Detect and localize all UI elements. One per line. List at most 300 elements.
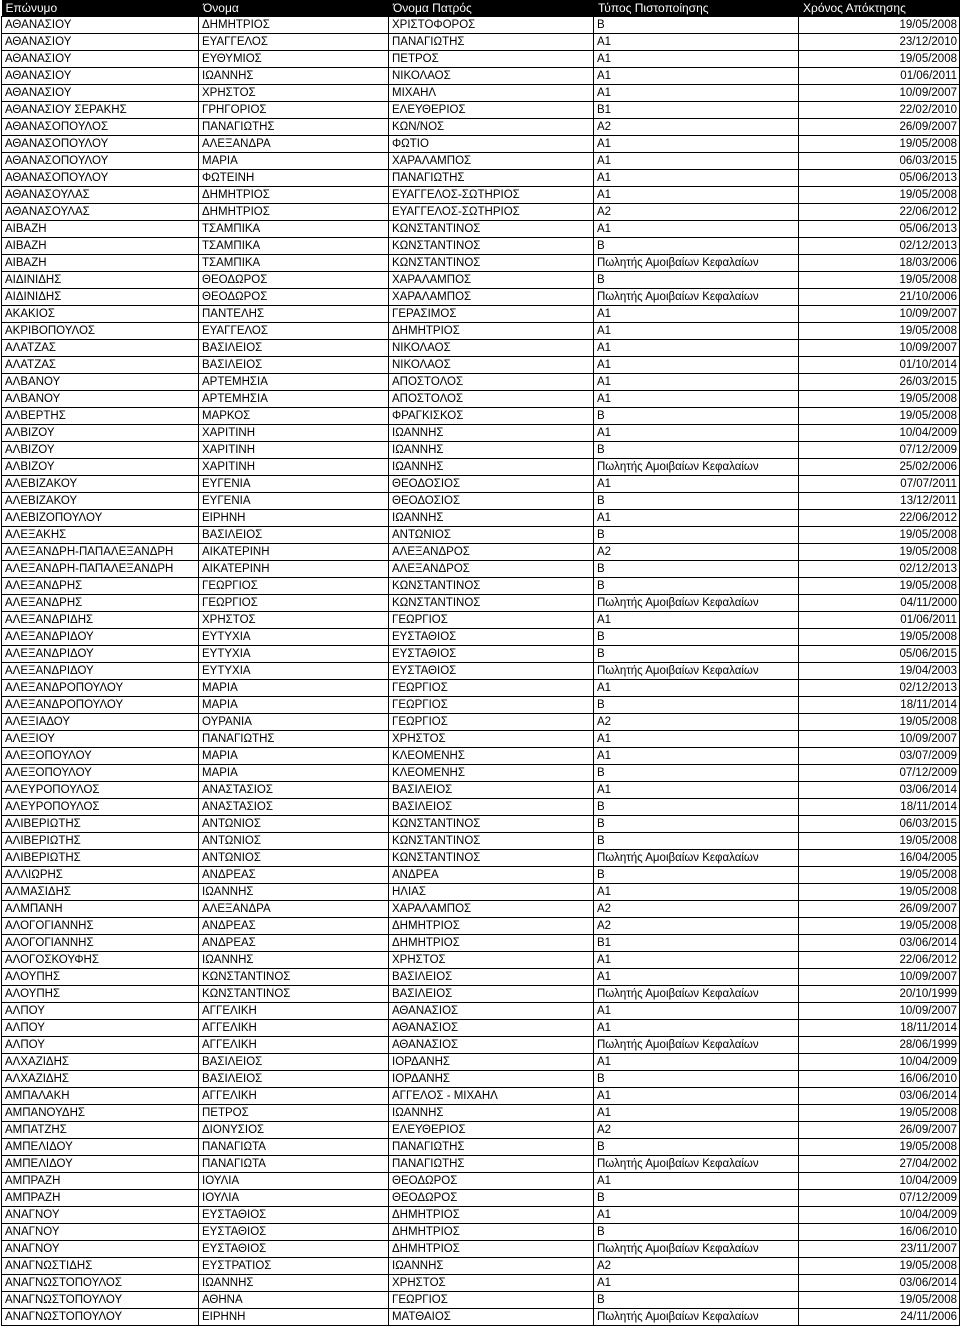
table-row <box>2 289 960 306</box>
header-row <box>2 0 960 17</box>
cell-father-name: ΠΕΤΡΟΣ <box>389 51 594 68</box>
cell-certification-type: Β <box>594 272 799 289</box>
cell-father-name: ΔΗΜΗΤΡΙΟΣ <box>389 1207 594 1224</box>
cell-certification-type: Β <box>594 799 799 816</box>
cell-surname: ΑΘΑΝΑΣΟΠΟΥΛΟΥ <box>2 170 199 187</box>
cell-first-name: ΕΥΓΕΝΙΑ <box>199 476 389 493</box>
cell-first-name: ΑΝΤΩΝΙΟΣ <box>199 833 389 850</box>
cell-surname: ΑΛΟΥΠΗΣ <box>2 969 199 986</box>
cell-first-name: ΙΩΑΝΝΗΣ <box>199 884 389 901</box>
column-header-surname: Επώνυμο <box>2 0 199 17</box>
cell-father-name: ΦΩΤΙΟ <box>389 136 594 153</box>
cell-certification-type: Πωλητής Αμοιβαίων Κεφαλαίων <box>594 289 799 306</box>
cell-certification-type: Πωλητής Αμοιβαίων Κεφαλαίων <box>594 255 799 272</box>
table-row <box>2 595 960 612</box>
cell-surname: ΑΚΡΙΒΟΠΟΥΛΟΣ <box>2 323 199 340</box>
table-row <box>2 833 960 850</box>
table-row <box>2 731 960 748</box>
cell-father-name: ΚΩΝΣΤΑΝΤΙΝΟΣ <box>389 255 594 272</box>
cell-acquisition-date: 23/11/2007 <box>799 1241 960 1258</box>
cell-acquisition-date: 19/05/2008 <box>799 884 960 901</box>
cell-certification-type: Α1 <box>594 391 799 408</box>
cell-father-name: ΙΩΑΝΝΗΣ <box>389 1105 594 1122</box>
cell-father-name: ΔΗΜΗΤΡΙΟΣ <box>389 1241 594 1258</box>
cell-father-name: ΧΡΗΣΤΟΣ <box>389 952 594 969</box>
table-row <box>2 34 960 51</box>
cell-father-name: ΘΕΟΔΩΡΟΣ <box>389 1190 594 1207</box>
cell-certification-type: Α1 <box>594 680 799 697</box>
cell-certification-type: Α1 <box>594 323 799 340</box>
cell-surname: ΑΜΠΕΛΙΔΟΥ <box>2 1139 199 1156</box>
cell-surname: ΑΛΧΑΖΙΔΗΣ <box>2 1071 199 1088</box>
cell-surname: ΑΝΑΓΝΟΥ <box>2 1241 199 1258</box>
cell-acquisition-date: 03/06/2014 <box>799 1275 960 1292</box>
cell-surname: ΑΛΕΞΙΟΥ <box>2 731 199 748</box>
cell-father-name: ΚΩΝΣΤΑΝΤΙΝΟΣ <box>389 816 594 833</box>
table-row <box>2 612 960 629</box>
cell-father-name: ΠΑΝΑΓΙΩΤΗΣ <box>389 1139 594 1156</box>
cell-certification-type: Α1 <box>594 510 799 527</box>
cell-acquisition-date: 10/04/2009 <box>799 1054 960 1071</box>
cell-first-name: ΜΑΡΙΑ <box>199 765 389 782</box>
cell-surname: ΑΛΕΞΑΝΔΡΗΣ <box>2 595 199 612</box>
cell-surname: ΑΜΠΑΝΟΥΔΗΣ <box>2 1105 199 1122</box>
cell-surname: ΑΝΑΓΝΩΣΤΟΠΟΥΛΟΥ <box>2 1292 199 1309</box>
cell-first-name: ΙΩΑΝΝΗΣ <box>199 68 389 85</box>
cell-first-name: ΙΟΥΛΙΑ <box>199 1190 389 1207</box>
cell-certification-type: Πωλητής Αμοιβαίων Κεφαλαίων <box>594 1156 799 1173</box>
cell-father-name: ΜΑΤΘΑΙΟΣ <box>389 1309 594 1326</box>
cell-father-name: ΒΑΣΙΛΕΙΟΣ <box>389 986 594 1003</box>
cell-father-name: ΓΕΩΡΓΙΟΣ <box>389 680 594 697</box>
cell-certification-type: Α1 <box>594 357 799 374</box>
cell-acquisition-date: 10/04/2009 <box>799 1207 960 1224</box>
cell-certification-type: Α1 <box>594 68 799 85</box>
cell-certification-type: Α1 <box>594 306 799 323</box>
cell-certification-type: Β <box>594 527 799 544</box>
cell-first-name: ΑΝΔΡΕΑΣ <box>199 867 389 884</box>
cell-certification-type: Β <box>594 408 799 425</box>
cell-father-name: ΔΗΜΗΤΡΙΟΣ <box>389 918 594 935</box>
cell-acquisition-date: 07/12/2009 <box>799 1190 960 1207</box>
cell-acquisition-date: 10/09/2007 <box>799 969 960 986</box>
column-header-acquisition-date: Χρόνος Απόκτησης <box>799 0 960 17</box>
cell-acquisition-date: 16/06/2010 <box>799 1071 960 1088</box>
cell-acquisition-date: 01/06/2011 <box>799 68 960 85</box>
cell-father-name: ΑΘΑΝΑΣΙΟΣ <box>389 1020 594 1037</box>
cell-first-name: ΓΡΗΓΟΡΙΟΣ <box>199 102 389 119</box>
table-row <box>2 1105 960 1122</box>
cell-surname: ΑΛΧΑΖΙΔΗΣ <box>2 1054 199 1071</box>
cell-certification-type: Α1 <box>594 1088 799 1105</box>
cell-father-name: ΝΙΚΟΛΑΟΣ <box>389 340 594 357</box>
cell-surname: ΑΘΑΝΑΣΙΟΥ <box>2 68 199 85</box>
cell-surname: ΑΛΟΓΟΣΚΟΥΦΗΣ <box>2 952 199 969</box>
cell-surname: ΑΘΑΝΑΣΟΥΛΑΣ <box>2 187 199 204</box>
cell-surname: ΑΛΕΞΟΠΟΥΛΟΥ <box>2 748 199 765</box>
table-row <box>2 527 960 544</box>
cell-surname: ΑΛΒΙΖΟΥ <box>2 442 199 459</box>
cell-surname: ΑΝΑΓΝΩΣΤΟΠΟΥΛΟΣ <box>2 1275 199 1292</box>
cell-surname: ΑΙΔΙΝΙΔΗΣ <box>2 272 199 289</box>
table-row <box>2 170 960 187</box>
cell-surname: ΑΜΠΑΛΑΚΗ <box>2 1088 199 1105</box>
cell-certification-type: Α1 <box>594 1054 799 1071</box>
cell-acquisition-date: 19/05/2008 <box>799 391 960 408</box>
table-row <box>2 1122 960 1139</box>
cell-acquisition-date: 23/12/2010 <box>799 34 960 51</box>
cell-father-name: ΙΟΡΔΑΝΗΣ <box>389 1054 594 1071</box>
cell-certification-type: Α1 <box>594 340 799 357</box>
cell-first-name: ΤΣΑΜΠΙΚΑ <box>199 221 389 238</box>
cell-first-name: ΑΝΔΡΕΑΣ <box>199 918 389 935</box>
table-row <box>2 17 960 34</box>
cell-certification-type: Α1 <box>594 374 799 391</box>
cell-surname: ΑΜΠΑΤΖΗΣ <box>2 1122 199 1139</box>
cell-first-name: ΑΝΑΣΤΑΣΙΟΣ <box>199 782 389 799</box>
cell-acquisition-date: 19/05/2008 <box>799 272 960 289</box>
cell-acquisition-date: 10/09/2007 <box>799 340 960 357</box>
cell-father-name: ΚΩΝ/ΝΟΣ <box>389 119 594 136</box>
cell-surname: ΑΝΑΓΝΟΥ <box>2 1207 199 1224</box>
cell-surname: ΑΛΕΞΑΝΔΡΗΣ <box>2 578 199 595</box>
cell-father-name: ΠΑΝΑΓΙΩΤΗΣ <box>389 1156 594 1173</box>
cell-certification-type: Α2 <box>594 1258 799 1275</box>
cell-certification-type: Β <box>594 493 799 510</box>
cell-father-name: ΜΙΧΑΗΛ <box>389 85 594 102</box>
cell-first-name: ΑΓΓΕΛΙΚΗ <box>199 1003 389 1020</box>
cell-father-name: ΑΝΔΡΕΑ <box>389 867 594 884</box>
cell-certification-type: Β1 <box>594 102 799 119</box>
cell-certification-type: Β1 <box>594 935 799 952</box>
table-row <box>2 578 960 595</box>
cell-surname: ΑΘΑΝΑΣΟΥΛΑΣ <box>2 204 199 221</box>
cell-first-name: ΕΥΣΤΑΘΙΟΣ <box>199 1224 389 1241</box>
cell-surname: ΑΛΟΓΟΓΙΑΝΝΗΣ <box>2 918 199 935</box>
table-row <box>2 391 960 408</box>
cell-acquisition-date: 13/12/2011 <box>799 493 960 510</box>
cell-first-name: ΘΕΟΔΩΡΟΣ <box>199 289 389 306</box>
cell-acquisition-date: 10/04/2009 <box>799 1173 960 1190</box>
cell-father-name: ΚΛΕΟΜΕΝΗΣ <box>389 748 594 765</box>
cell-first-name: ΙΟΥΛΙΑ <box>199 1173 389 1190</box>
cell-first-name: ΒΑΣΙΛΕΙΟΣ <box>199 340 389 357</box>
cell-first-name: ΒΑΣΙΛΕΙΟΣ <box>199 357 389 374</box>
table-row <box>2 799 960 816</box>
cell-father-name: ΠΑΝΑΓΙΩΤΗΣ <box>389 34 594 51</box>
cell-father-name: ΕΥΣΤΑΘΙΟΣ <box>389 646 594 663</box>
table-row <box>2 544 960 561</box>
table-row <box>2 1054 960 1071</box>
cell-certification-type: Α2 <box>594 714 799 731</box>
cell-acquisition-date: 01/06/2011 <box>799 612 960 629</box>
table-row <box>2 306 960 323</box>
cell-acquisition-date: 21/10/2006 <box>799 289 960 306</box>
cell-father-name: ΚΩΝΣΤΑΝΤΙΝΟΣ <box>389 833 594 850</box>
table-body <box>2 17 960 1326</box>
cell-surname: ΑΛΕΒΙΖΑΚΟΥ <box>2 493 199 510</box>
cell-father-name: ΙΩΑΝΝΗΣ <box>389 1258 594 1275</box>
cell-surname: ΑΛΛΙΩΡΗΣ <box>2 867 199 884</box>
table-row <box>2 221 960 238</box>
cell-first-name: ΒΑΣΙΛΕΙΟΣ <box>199 1071 389 1088</box>
table-row <box>2 867 960 884</box>
cell-surname: ΑΛΟΓΟΓΙΑΝΝΗΣ <box>2 935 199 952</box>
cell-father-name: ΝΙΚΟΛΑΟΣ <box>389 357 594 374</box>
cell-certification-type: Α1 <box>594 476 799 493</box>
cell-acquisition-date: 02/12/2013 <box>799 561 960 578</box>
cell-certification-type: Β <box>594 442 799 459</box>
cell-father-name: ΑΘΑΝΑΣΙΟΣ <box>389 1037 594 1054</box>
cell-certification-type: Πωλητής Αμοιβαίων Κεφαλαίων <box>594 459 799 476</box>
cell-father-name: ΑΘΑΝΑΣΙΟΣ <box>389 1003 594 1020</box>
cell-acquisition-date: 01/10/2014 <box>799 357 960 374</box>
table-row <box>2 850 960 867</box>
cell-father-name: ΕΛΕΥΘΕΡΙΟΣ <box>389 1122 594 1139</box>
cell-first-name: ΒΑΣΙΛΕΙΟΣ <box>199 527 389 544</box>
cell-surname: ΑΛΕΞΑΝΔΡΟΠΟΥΛΟΥ <box>2 680 199 697</box>
table-row <box>2 1088 960 1105</box>
cell-certification-type: Α1 <box>594 1207 799 1224</box>
cell-acquisition-date: 19/05/2008 <box>799 1139 960 1156</box>
cell-father-name: ΓΕΩΡΓΙΟΣ <box>389 612 594 629</box>
cell-first-name: ΑΓΓΕΛΙΚΗ <box>199 1037 389 1054</box>
cell-father-name: ΑΠΟΣΤΟΛΟΣ <box>389 374 594 391</box>
cell-surname: ΑΘΑΝΑΣΟΠΟΥΛΟΥ <box>2 136 199 153</box>
table-row <box>2 272 960 289</box>
cell-acquisition-date: 19/05/2008 <box>799 187 960 204</box>
cell-acquisition-date: 03/07/2009 <box>799 748 960 765</box>
cell-certification-type: Α1 <box>594 1275 799 1292</box>
table-row <box>2 238 960 255</box>
cell-certification-type: Β <box>594 765 799 782</box>
cell-father-name: ΝΙΚΟΛΑΟΣ <box>389 68 594 85</box>
cell-surname: ΑΝΑΓΝΩΣΤΙΔΗΣ <box>2 1258 199 1275</box>
cell-certification-type: Β <box>594 646 799 663</box>
cell-father-name: ΙΩΑΝΝΗΣ <box>389 425 594 442</box>
cell-certification-type: Α2 <box>594 918 799 935</box>
table-row <box>2 102 960 119</box>
cell-certification-type: Β <box>594 17 799 34</box>
cell-father-name: ΑΛΕΞΑΝΔΡΟΣ <box>389 544 594 561</box>
table-row <box>2 255 960 272</box>
cell-acquisition-date: 24/11/2006 <box>799 1309 960 1326</box>
table-row <box>2 357 960 374</box>
cell-acquisition-date: 19/05/2008 <box>799 17 960 34</box>
cell-father-name: ΠΑΝΑΓΙΩΤΗΣ <box>389 170 594 187</box>
cell-first-name: ΕΥΘΥΜΙΟΣ <box>199 51 389 68</box>
cell-certification-type: Α1 <box>594 425 799 442</box>
cell-father-name: ΙΟΡΔΑΝΗΣ <box>389 1071 594 1088</box>
cell-acquisition-date: 05/06/2013 <box>799 170 960 187</box>
cell-first-name: ΑΝΑΣΤΑΣΙΟΣ <box>199 799 389 816</box>
table-row <box>2 714 960 731</box>
cell-certification-type: Β <box>594 1139 799 1156</box>
cell-certification-type: Β <box>594 867 799 884</box>
cell-father-name: ΙΩΑΝΝΗΣ <box>389 459 594 476</box>
cell-surname: ΑΜΠΡΑΖΗ <box>2 1190 199 1207</box>
cell-certification-type: Πωλητής Αμοιβαίων Κεφαλαίων <box>594 850 799 867</box>
cell-acquisition-date: 19/05/2008 <box>799 1105 960 1122</box>
cell-certification-type: Πωλητής Αμοιβαίων Κεφαλαίων <box>594 1241 799 1258</box>
table-row <box>2 918 960 935</box>
cell-surname: ΑΛΒΑΝΟΥ <box>2 391 199 408</box>
cell-surname: ΑΚΑΚΙΟΣ <box>2 306 199 323</box>
cell-first-name: ΑΝΔΡΕΑΣ <box>199 935 389 952</box>
cell-acquisition-date: 03/06/2014 <box>799 935 960 952</box>
cell-father-name: ΓΕΡΑΣΙΜΟΣ <box>389 306 594 323</box>
cell-surname: ΑΛΕΞΑΝΔΡΗ-ΠΑΠΑΛΕΞΑΝΔΡΗ <box>2 561 199 578</box>
table-row <box>2 493 960 510</box>
cell-father-name: ΔΗΜΗΤΡΙΟΣ <box>389 935 594 952</box>
cell-father-name: ΚΩΝΣΤΑΝΤΙΝΟΣ <box>389 578 594 595</box>
cell-father-name: ΚΩΝΣΤΑΝΤΙΝΟΣ <box>389 238 594 255</box>
cell-father-name: ΧΑΡΑΛΑΜΠΟΣ <box>389 272 594 289</box>
table-row <box>2 1156 960 1173</box>
cell-first-name: ΔΗΜΗΤΡΙΟΣ <box>199 204 389 221</box>
cell-first-name: ΑΝΤΩΝΙΟΣ <box>199 816 389 833</box>
cell-acquisition-date: 16/04/2005 <box>799 850 960 867</box>
cell-certification-type: Α1 <box>594 136 799 153</box>
cell-certification-type: Β <box>594 697 799 714</box>
table-row <box>2 51 960 68</box>
table-row <box>2 136 960 153</box>
table-row <box>2 697 960 714</box>
table-row <box>2 952 960 969</box>
cell-acquisition-date: 05/06/2013 <box>799 221 960 238</box>
cell-surname: ΑΛΕΞΑΚΗΣ <box>2 527 199 544</box>
cell-certification-type: Α1 <box>594 221 799 238</box>
cell-acquisition-date: 26/09/2007 <box>799 901 960 918</box>
table-row <box>2 1258 960 1275</box>
cell-surname: ΑΛΕΥΡΟΠΟΥΛΟΣ <box>2 799 199 816</box>
cell-certification-type: Α1 <box>594 34 799 51</box>
table-row <box>2 935 960 952</box>
cell-first-name: ΓΕΩΡΓΙΟΣ <box>199 595 389 612</box>
cell-certification-type: Β <box>594 833 799 850</box>
table-row <box>2 425 960 442</box>
cell-first-name: ΕΥΤΥΧΙΑ <box>199 629 389 646</box>
cell-father-name: ΙΩΑΝΝΗΣ <box>389 510 594 527</box>
cell-first-name: ΕΥΤΥΧΙΑ <box>199 646 389 663</box>
cell-first-name: ΠΑΝΑΓΙΩΤΗΣ <box>199 731 389 748</box>
cell-acquisition-date: 10/04/2009 <box>799 425 960 442</box>
cell-acquisition-date: 19/05/2008 <box>799 51 960 68</box>
cell-acquisition-date: 19/05/2008 <box>799 323 960 340</box>
cell-father-name: ΘΕΟΔΟΣΙΟΣ <box>389 493 594 510</box>
cell-surname: ΑΛΠΟΥ <box>2 1037 199 1054</box>
cell-surname: ΑΛΒΕΡΤΗΣ <box>2 408 199 425</box>
table-row <box>2 1275 960 1292</box>
cell-surname: ΑΙΔΙΝΙΔΗΣ <box>2 289 199 306</box>
cell-surname: ΑΝΑΓΝΩΣΤΟΠΟΥΛΟΥ <box>2 1309 199 1326</box>
cell-first-name: ΦΩΤΕΙΝΗ <box>199 170 389 187</box>
cell-father-name: ΕΥΑΓΓΕΛΟΣ-ΣΩΤΗΡΙΟΣ <box>389 187 594 204</box>
cell-father-name: ΧΡΗΣΤΟΣ <box>389 731 594 748</box>
cell-acquisition-date: 25/02/2006 <box>799 459 960 476</box>
cell-acquisition-date: 19/05/2008 <box>799 1258 960 1275</box>
cell-surname: ΑΛΠΟΥ <box>2 1020 199 1037</box>
table-row <box>2 85 960 102</box>
cell-surname: ΑΛΙΒΕΡΙΩΤΗΣ <box>2 833 199 850</box>
cell-certification-type: Πωλητής Αμοιβαίων Κεφαλαίων <box>594 1309 799 1326</box>
table-row <box>2 1071 960 1088</box>
cell-surname: ΑΛΕΒΙΖΑΚΟΥ <box>2 476 199 493</box>
cell-surname: ΑΛΑΤΖΑΣ <box>2 357 199 374</box>
table-row <box>2 374 960 391</box>
cell-surname: ΑΛΜΠΑΝΗ <box>2 901 199 918</box>
cell-first-name: ΠΕΤΡΟΣ <box>199 1105 389 1122</box>
table-row <box>2 1139 960 1156</box>
cell-certification-type: Α1 <box>594 170 799 187</box>
cell-first-name: ΓΕΩΡΓΙΟΣ <box>199 578 389 595</box>
cell-father-name: ΔΗΜΗΤΡΙΟΣ <box>389 323 594 340</box>
cell-first-name: ΜΑΡΚΟΣ <box>199 408 389 425</box>
cell-certification-type: Α2 <box>594 204 799 221</box>
cell-surname: ΑΘΑΝΑΣΟΠΟΥΛΟΣ <box>2 119 199 136</box>
cell-surname: ΑΛΒΙΖΟΥ <box>2 459 199 476</box>
cell-acquisition-date: 26/09/2007 <box>799 119 960 136</box>
table-row <box>2 476 960 493</box>
cell-first-name: ΕΥΑΓΓΕΛΟΣ <box>199 34 389 51</box>
cell-surname: ΑΜΠΡΑΖΗ <box>2 1173 199 1190</box>
table-row <box>2 782 960 799</box>
cell-first-name: ΙΩΑΝΝΗΣ <box>199 1275 389 1292</box>
cell-certification-type: Β <box>594 816 799 833</box>
cell-first-name: ΙΩΑΝΝΗΣ <box>199 952 389 969</box>
cell-certification-type: Β <box>594 629 799 646</box>
cell-acquisition-date: 22/06/2012 <box>799 204 960 221</box>
cell-father-name: ΒΑΣΙΛΕΙΟΣ <box>389 799 594 816</box>
cell-certification-type: Πωλητής Αμοιβαίων Κεφαλαίων <box>594 663 799 680</box>
cell-surname: ΑΛΒΙΖΟΥ <box>2 425 199 442</box>
cell-surname: ΑΙΒΑΖΗ <box>2 238 199 255</box>
cell-father-name: ΗΛΙΑΣ <box>389 884 594 901</box>
cell-first-name: ΜΑΡΙΑ <box>199 680 389 697</box>
cell-surname: ΑΘΑΝΑΣΙΟΥ <box>2 85 199 102</box>
cell-certification-type: Α1 <box>594 782 799 799</box>
table-row <box>2 816 960 833</box>
cell-first-name: ΕΥΣΤΡΑΤΙΟΣ <box>199 1258 389 1275</box>
cell-first-name: ΤΣΑΜΠΙΚΑ <box>199 255 389 272</box>
table-row <box>2 340 960 357</box>
cell-certification-type: Α1 <box>594 1020 799 1037</box>
cell-surname: ΑΛΕΞΑΝΔΡΙΔΗΣ <box>2 612 199 629</box>
cell-acquisition-date: 19/05/2008 <box>799 578 960 595</box>
cell-acquisition-date: 19/05/2008 <box>799 136 960 153</box>
cell-surname: ΑΛΜΑΣΙΔΗΣ <box>2 884 199 901</box>
cell-surname: ΑΘΑΝΑΣΟΠΟΥΛΟΥ <box>2 153 199 170</box>
cell-acquisition-date: 26/09/2007 <box>799 1122 960 1139</box>
cell-father-name: ΚΩΝΣΤΑΝΤΙΝΟΣ <box>389 595 594 612</box>
cell-acquisition-date: 19/05/2008 <box>799 544 960 561</box>
table-row <box>2 204 960 221</box>
cell-first-name: ΔΙΟΝΥΣΙΟΣ <box>199 1122 389 1139</box>
column-header-first-name: Όνομα <box>199 0 389 17</box>
table-row <box>2 1224 960 1241</box>
table-row <box>2 442 960 459</box>
cell-acquisition-date: 06/03/2015 <box>799 153 960 170</box>
table-row <box>2 1190 960 1207</box>
cell-acquisition-date: 19/05/2008 <box>799 918 960 935</box>
cell-father-name: ΧΑΡΑΛΑΜΠΟΣ <box>389 901 594 918</box>
cell-acquisition-date: 18/11/2014 <box>799 1020 960 1037</box>
cell-acquisition-date: 16/06/2010 <box>799 1224 960 1241</box>
cell-first-name: ΑΛΕΞΑΝΔΡΑ <box>199 901 389 918</box>
cell-acquisition-date: 03/06/2014 <box>799 782 960 799</box>
cell-father-name: ΕΛΕΥΘΕΡΙΟΣ <box>389 102 594 119</box>
column-header-certification-type: Τύπος Πιστοποίησης <box>594 0 799 17</box>
